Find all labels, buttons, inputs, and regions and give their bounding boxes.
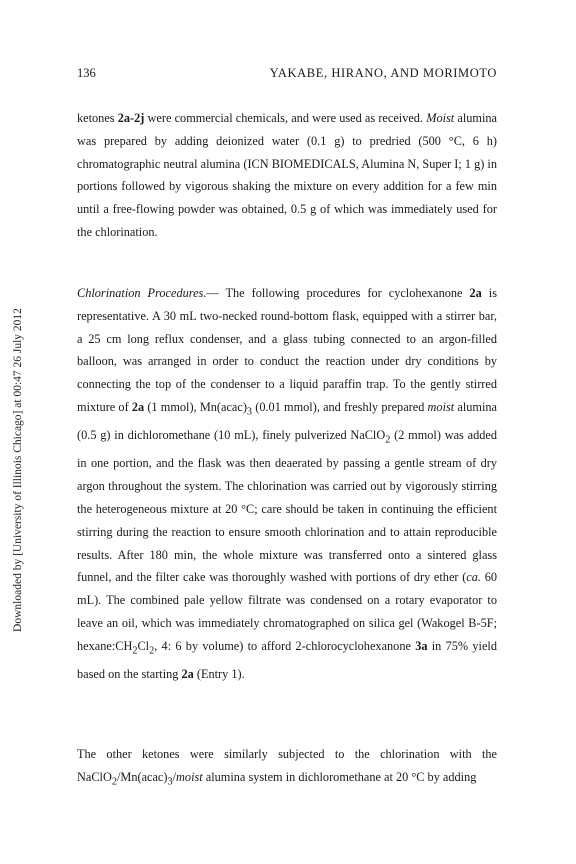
running-head: YAKABE, HIRANO, AND MORIMOTO	[269, 66, 497, 80]
text-run: , 4: 6 by volume) to afford 2-chlorocyclohexanone	[154, 638, 416, 653]
text-run: ketones	[77, 111, 118, 125]
subscript: 2	[149, 645, 155, 657]
subscript: 2	[132, 645, 138, 657]
download-watermark	[8, 240, 28, 700]
text-run: (Entry 1).	[193, 667, 245, 682]
watermark-text: Downloaded by [University of Illinois Chicago] at 00:47 26 July 2012	[12, 308, 24, 632]
paragraph-text	[77, 107, 497, 244]
paragraph-text	[77, 282, 497, 686]
text-run: (2 mmol) was added in one portion, and the flask was then deaerated by passing a gentle stream of dry argon throughout the system. The chlorination was carried out by vigorously stirring the heterogeneous mixture at 20 °C; care should be taken in continuing the efficient stirring during the reaction to ensure smooth chlorination and to attain reproducible results. After 180 min, the whole mixture was transferred onto a sintered glass funnel, and the filter cake was thoroughly washed with portions of dry ether (	[77, 428, 497, 585]
text-run: alumina system in dichloromethane at 20 °C by adding	[202, 769, 477, 784]
text-run: Cl	[137, 638, 150, 653]
paragraph-text	[77, 743, 497, 794]
subscript: 2	[111, 776, 117, 788]
section-heading: Chlorination Procedures.	[77, 286, 207, 300]
text-run: alumina was prepared by adding deionized water (0.1 g) to predried (500 °C, 6 h) chromatographic neutral alumina (ICN BIOMEDICALS, Alumina N, Super I; 1 g) in portions followed by vigorous shaking the mixture on every addition for a few min until a free-flowing powder was obtained, 0.5 g of which was immediately used for the chlorination.	[77, 111, 497, 239]
text-run: is representative. A 30 mL two-necked round-bottom flask, equipped with a stirrer bar, a 25 cm long reflux condenser, and a glass tubing connected to an argon-filled balloon, was arranged in order to conduct the reaction under dry conditions by connecting the top of the condenser to a liquid paraffin trap. To the gently stirred mixture of	[77, 286, 498, 414]
italic-term: moist	[176, 769, 203, 784]
paragraph-chlorination-procedures	[77, 282, 497, 686]
subscript: 2	[385, 434, 391, 446]
text-run: in 75% yield based on the starting	[77, 638, 497, 682]
italic-term: Moist	[426, 111, 455, 125]
compound-label: 2a	[131, 399, 145, 414]
compound-label: 3a	[415, 638, 428, 653]
page-number: 136	[77, 66, 96, 80]
italic-term: moist	[427, 399, 455, 414]
paragraph-alumina-preparation	[77, 107, 497, 244]
page-header	[77, 66, 497, 84]
text-run: were commercial chemicals, and were used as received.	[144, 111, 427, 125]
text-run: 60 mL). The combined pale yellow filtrate was condensed on a rotary evaporator to leave an oil, which was immediately chromatographed on silica gel (Wakogel B-5F; hexane:CH	[77, 570, 497, 653]
text-run: /Mn(acac)	[116, 769, 168, 784]
text-run: alumina (0.5 g) in dichloromethane (10 mL), finely pulverized NaClO	[77, 399, 497, 443]
compound-label: 2a	[181, 667, 194, 682]
subscript: 3	[167, 776, 173, 788]
italic-term: ca.	[466, 570, 481, 585]
text-run: The other ketones were similarly subjected to the chlorination with the NaClO	[77, 747, 497, 784]
subscript: 3	[246, 406, 253, 418]
compound-label: 2a	[469, 286, 482, 300]
paragraph-other-ketones	[77, 743, 497, 794]
text-run: /	[172, 769, 177, 784]
text-run: (1 mmol), Mn(acac)	[144, 399, 247, 414]
compound-label: 2a-2j	[117, 111, 145, 125]
text-run: — The following procedures for cyclohexanone	[206, 286, 470, 300]
text-run: (0.01 mmol), and freshly prepared	[252, 399, 428, 414]
